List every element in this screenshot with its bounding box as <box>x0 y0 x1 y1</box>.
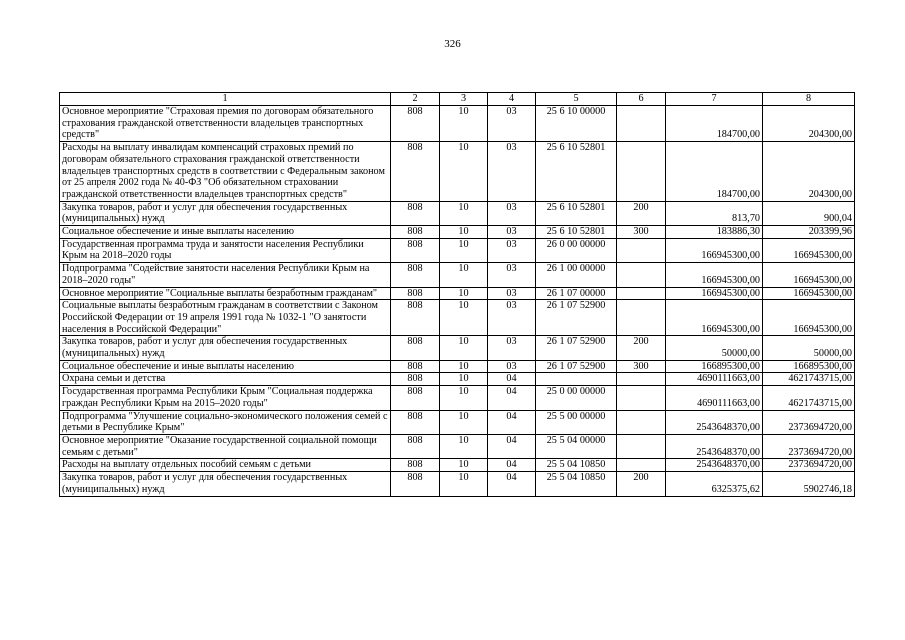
table-row <box>60 459 855 472</box>
table-row <box>60 238 855 262</box>
admin-code-cell: 808 <box>391 386 440 410</box>
amount-2019-cell: 166945300,00 <box>666 300 763 336</box>
section-cell: 10 <box>440 142 488 202</box>
target-article-cell: 26 1 00 00000 <box>536 263 617 287</box>
admin-code-cell: 808 <box>391 410 440 434</box>
section-cell: 10 <box>440 360 488 373</box>
subsection-cell: 03 <box>488 238 536 262</box>
expense-type-cell <box>617 373 666 386</box>
target-article-cell: 26 1 07 52900 <box>536 336 617 360</box>
expense-type-cell <box>617 142 666 202</box>
admin-code-cell: 808 <box>391 373 440 386</box>
expense-type-cell: 200 <box>617 201 666 225</box>
subsection-cell: 03 <box>488 201 536 225</box>
subsection-cell: 03 <box>488 336 536 360</box>
amount-2020-cell: 5902746,18 <box>763 472 855 496</box>
row-name-cell: Основное мероприятие "Социальные выплаты безработным гражданам" <box>60 287 391 300</box>
target-article-cell: 26 1 07 00000 <box>536 287 617 300</box>
subsection-cell: 03 <box>488 226 536 239</box>
section-cell: 10 <box>440 386 488 410</box>
row-name-cell: Государственная программа труда и занятости населения Республики Крым на 2018–2020 годы <box>60 238 391 262</box>
amount-2019-cell: 166945300,00 <box>666 238 763 262</box>
subsection-cell: 03 <box>488 300 536 336</box>
header-cell: 1 <box>60 93 391 106</box>
header-cell: 6 <box>617 93 666 106</box>
expense-type-cell: 300 <box>617 360 666 373</box>
amount-2019-cell: 183886,30 <box>666 226 763 239</box>
admin-code-cell: 808 <box>391 336 440 360</box>
section-cell: 10 <box>440 226 488 239</box>
amount-2020-cell: 166945300,00 <box>763 300 855 336</box>
amount-2019-cell: 166945300,00 <box>666 287 763 300</box>
table-row <box>60 373 855 386</box>
amount-2020-cell: 2373694720,00 <box>763 434 855 458</box>
header-cell: 5 <box>536 93 617 106</box>
row-name-cell: Подпрограмма "Содействие занятости населения Республики Крым на 2018–2020 годы" <box>60 263 391 287</box>
target-article-cell: 25 5 04 10850 <box>536 459 617 472</box>
table-row <box>60 263 855 287</box>
row-name-cell: Расходы на выплату отдельных пособий семьям с детьми <box>60 459 391 472</box>
section-cell: 10 <box>440 287 488 300</box>
table-row <box>60 336 855 360</box>
amount-2019-cell: 184700,00 <box>666 142 763 202</box>
section-cell: 10 <box>440 300 488 336</box>
expense-type-cell <box>617 300 666 336</box>
table-row <box>60 410 855 434</box>
amount-2020-cell: 4621743715,00 <box>763 373 855 386</box>
table-row <box>60 201 855 225</box>
subsection-cell: 04 <box>488 472 536 496</box>
subsection-cell: 03 <box>488 106 536 142</box>
subsection-cell: 04 <box>488 459 536 472</box>
expense-type-cell <box>617 287 666 300</box>
header-cell: 3 <box>440 93 488 106</box>
expense-type-cell: 300 <box>617 226 666 239</box>
admin-code-cell: 808 <box>391 300 440 336</box>
expense-type-cell <box>617 106 666 142</box>
amount-2020-cell: 166945300,00 <box>763 263 855 287</box>
row-name-cell: Охрана семьи и детства <box>60 373 391 386</box>
table-row <box>60 106 855 142</box>
amount-2019-cell: 166945300,00 <box>666 263 763 287</box>
table-header-row <box>60 93 855 106</box>
section-cell: 10 <box>440 373 488 386</box>
section-cell: 10 <box>440 336 488 360</box>
subsection-cell: 03 <box>488 360 536 373</box>
amount-2020-cell: 166945300,00 <box>763 287 855 300</box>
table-row <box>60 360 855 373</box>
admin-code-cell: 808 <box>391 287 440 300</box>
row-name-cell: Подпрограмма "Улучшение социально-экономического положения семей с детьми в Республике Крым" <box>60 410 391 434</box>
target-article-cell: 26 1 07 52900 <box>536 300 617 336</box>
expense-type-cell: 200 <box>617 336 666 360</box>
amount-2019-cell: 166895300,00 <box>666 360 763 373</box>
subsection-cell: 04 <box>488 386 536 410</box>
row-name-cell: Закупка товаров, работ и услуг для обеспечения государственных (муниципальных) нужд <box>60 336 391 360</box>
amount-2020-cell: 900,04 <box>763 201 855 225</box>
amount-2020-cell: 166945300,00 <box>763 238 855 262</box>
amount-2020-cell: 204300,00 <box>763 142 855 202</box>
expense-type-cell <box>617 238 666 262</box>
admin-code-cell: 808 <box>391 434 440 458</box>
budget-table <box>59 92 855 497</box>
table-row <box>60 142 855 202</box>
row-name-cell: Социальные выплаты безработным гражданам в соответствии с Законом Российской Федерации от 19 апреля 1991 года № 1032-1 "О занятости населения в Российской Федерации" <box>60 300 391 336</box>
row-name-cell: Государственная программа Республики Крым "Социальная поддержка граждан Республики Крым на 2015–2020 годы" <box>60 386 391 410</box>
amount-2020-cell: 204300,00 <box>763 106 855 142</box>
expense-type-cell <box>617 459 666 472</box>
header-cell: 4 <box>488 93 536 106</box>
expense-type-cell <box>617 410 666 434</box>
section-cell: 10 <box>440 410 488 434</box>
header-cell: 7 <box>666 93 763 106</box>
section-cell: 10 <box>440 434 488 458</box>
admin-code-cell: 808 <box>391 226 440 239</box>
amount-2019-cell: 4690111663,00 <box>666 373 763 386</box>
admin-code-cell: 808 <box>391 472 440 496</box>
amount-2019-cell: 184700,00 <box>666 106 763 142</box>
amount-2019-cell: 6325375,62 <box>666 472 763 496</box>
expense-type-cell: 200 <box>617 472 666 496</box>
section-cell: 10 <box>440 263 488 287</box>
target-article-cell <box>536 373 617 386</box>
table-row <box>60 287 855 300</box>
section-cell: 10 <box>440 459 488 472</box>
target-article-cell: 25 5 00 00000 <box>536 410 617 434</box>
amount-2020-cell: 2373694720,00 <box>763 459 855 472</box>
amount-2020-cell: 166895300,00 <box>763 360 855 373</box>
row-name-cell: Основное мероприятие "Оказание государственной социальной помощи семьям с детьми" <box>60 434 391 458</box>
subsection-cell: 03 <box>488 287 536 300</box>
admin-code-cell: 808 <box>391 106 440 142</box>
subsection-cell: 04 <box>488 373 536 386</box>
target-article-cell: 26 1 07 52900 <box>536 360 617 373</box>
target-article-cell: 25 6 10 52801 <box>536 226 617 239</box>
amount-2019-cell: 50000,00 <box>666 336 763 360</box>
amount-2019-cell: 4690111663,00 <box>666 386 763 410</box>
header-cell: 2 <box>391 93 440 106</box>
table-row <box>60 300 855 336</box>
target-article-cell: 25 6 10 52801 <box>536 142 617 202</box>
amount-2019-cell: 2543648370,00 <box>666 434 763 458</box>
admin-code-cell: 808 <box>391 238 440 262</box>
target-article-cell: 26 0 00 00000 <box>536 238 617 262</box>
admin-code-cell: 808 <box>391 201 440 225</box>
admin-code-cell: 808 <box>391 142 440 202</box>
admin-code-cell: 808 <box>391 263 440 287</box>
section-cell: 10 <box>440 106 488 142</box>
table-row <box>60 472 855 496</box>
amount-2020-cell: 50000,00 <box>763 336 855 360</box>
page-number: 326 <box>444 38 461 50</box>
row-name-cell: Закупка товаров, работ и услуг для обеспечения государственных (муниципальных) нужд <box>60 472 391 496</box>
target-article-cell: 25 5 04 10850 <box>536 472 617 496</box>
section-cell: 10 <box>440 238 488 262</box>
target-article-cell: 25 0 00 00000 <box>536 386 617 410</box>
expense-type-cell <box>617 386 666 410</box>
subsection-cell: 03 <box>488 142 536 202</box>
amount-2019-cell: 813,70 <box>666 201 763 225</box>
expense-type-cell <box>617 434 666 458</box>
row-name-cell: Расходы на выплату инвалидам компенсаций страховых премий по договорам обязательного страхования гражданской ответственности владельцев транспортных средств в соответствии с Федеральным законом от 25 апреля 2002 года № 40-ФЗ "Об обязательном страховании гражданской ответственности владельцев транспортных средств" <box>60 142 391 202</box>
table-row <box>60 226 855 239</box>
row-name-cell: Социальное обеспечение и иные выплаты населению <box>60 226 391 239</box>
row-name-cell: Основное мероприятие "Страховая премия по договорам обязательного страхования гражданской ответственности владельцев транспортных средств" <box>60 106 391 142</box>
amount-2020-cell: 203399,96 <box>763 226 855 239</box>
subsection-cell: 04 <box>488 434 536 458</box>
section-cell: 10 <box>440 472 488 496</box>
subsection-cell: 03 <box>488 263 536 287</box>
row-name-cell: Социальное обеспечение и иные выплаты населению <box>60 360 391 373</box>
amount-2020-cell: 4621743715,00 <box>763 386 855 410</box>
section-cell: 10 <box>440 201 488 225</box>
target-article-cell: 25 6 10 00000 <box>536 106 617 142</box>
row-name-cell: Закупка товаров, работ и услуг для обеспечения государственных (муниципальных) нужд <box>60 201 391 225</box>
amount-2019-cell: 2543648370,00 <box>666 410 763 434</box>
amount-2019-cell: 2543648370,00 <box>666 459 763 472</box>
admin-code-cell: 808 <box>391 459 440 472</box>
expense-type-cell <box>617 263 666 287</box>
amount-2020-cell: 2373694720,00 <box>763 410 855 434</box>
subsection-cell: 04 <box>488 410 536 434</box>
table-row <box>60 386 855 410</box>
admin-code-cell: 808 <box>391 360 440 373</box>
table-row <box>60 434 855 458</box>
target-article-cell: 25 6 10 52801 <box>536 201 617 225</box>
header-cell: 8 <box>763 93 855 106</box>
target-article-cell: 25 5 04 00000 <box>536 434 617 458</box>
